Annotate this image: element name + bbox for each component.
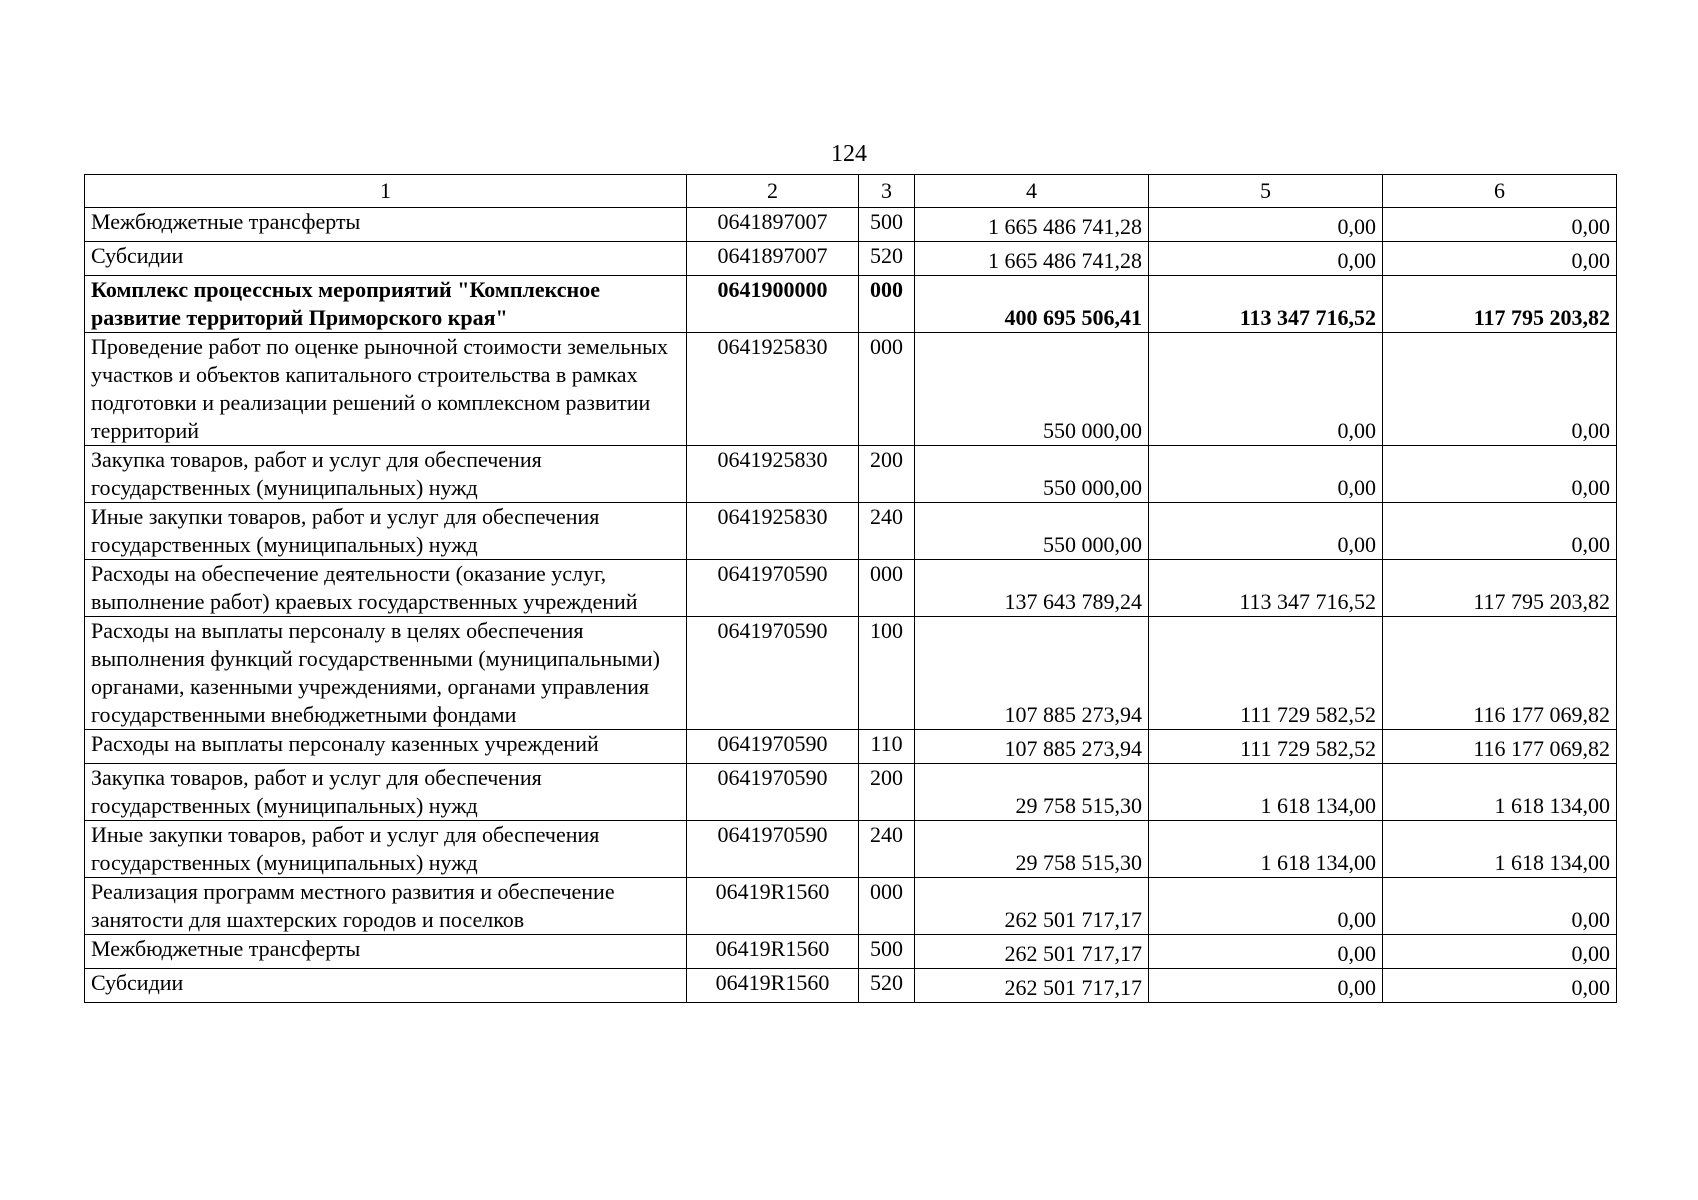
row-value-6: 0,00: [1383, 208, 1617, 242]
row-value-5: 0,00: [1149, 878, 1383, 935]
row-code: 0641897007: [687, 242, 859, 276]
row-value-4: 550 000,00: [915, 446, 1149, 503]
row-value-5: 0,00: [1149, 446, 1383, 503]
row-name: Закупка товаров, работ и услуг для обеспечения государственных (муниципальных) нужд: [85, 446, 687, 503]
row-value-5: 0,00: [1149, 503, 1383, 560]
row-code: 0641900000: [687, 276, 859, 333]
header-cell: 4: [915, 175, 1149, 208]
header-cell: 6: [1383, 175, 1617, 208]
table-row: [85, 730, 1617, 764]
row-code: 06419R1560: [687, 878, 859, 935]
row-name: Расходы на выплаты персоналу в целях обеспечения выполнения функций государственными (муниципальными) органами, казенными учреждениями, органами управления государственными внебюджетными фондами: [85, 617, 687, 730]
row-value-6: 1 618 134,00: [1383, 764, 1617, 821]
row-value-5: 0,00: [1149, 969, 1383, 1003]
row-value-4: 107 885 273,94: [915, 730, 1149, 764]
row-name: Закупка товаров, работ и услуг для обеспечения государственных (муниципальных) нужд: [85, 764, 687, 821]
row-value-4: 262 501 717,17: [915, 935, 1149, 969]
row-code: 0641970590: [687, 560, 859, 617]
table-row: [85, 242, 1617, 276]
row-value-6: 0,00: [1383, 446, 1617, 503]
row-value-6: 0,00: [1383, 969, 1617, 1003]
row-name: Межбюджетные трансферты: [85, 935, 687, 969]
table-row: [85, 617, 1617, 730]
row-value-5: 111 729 582,52: [1149, 730, 1383, 764]
row-type: 200: [859, 764, 915, 821]
row-name: Субсидии: [85, 969, 687, 1003]
row-type: 240: [859, 821, 915, 878]
row-name: Иные закупки товаров, работ и услуг для обеспечения государственных (муниципальных) нужд: [85, 821, 687, 878]
row-type: 520: [859, 969, 915, 1003]
row-value-6: 117 795 203,82: [1383, 560, 1617, 617]
row-code: 06419R1560: [687, 935, 859, 969]
row-type: 100: [859, 617, 915, 730]
row-name: Субсидии: [85, 242, 687, 276]
row-value-6: 0,00: [1383, 878, 1617, 935]
table-row: [85, 333, 1617, 446]
page-number: 124: [831, 141, 867, 167]
row-code: 0641970590: [687, 764, 859, 821]
row-value-6: 116 177 069,82: [1383, 617, 1617, 730]
table-row: [85, 878, 1617, 935]
row-name: Проведение работ по оценке рыночной стоимости земельных участков и объектов капитального строительства в рамках подготовки и реализации решений о комплексном развитии территорий: [85, 333, 687, 446]
row-type: 240: [859, 503, 915, 560]
row-code: 0641970590: [687, 821, 859, 878]
row-code: 0641925830: [687, 446, 859, 503]
table-row: [85, 560, 1617, 617]
row-code: 0641897007: [687, 208, 859, 242]
row-value-5: 0,00: [1149, 242, 1383, 276]
row-type: 520: [859, 242, 915, 276]
row-code: 0641970590: [687, 730, 859, 764]
row-code: 06419R1560: [687, 969, 859, 1003]
row-value-6: 0,00: [1383, 242, 1617, 276]
row-name: Межбюджетные трансферты: [85, 208, 687, 242]
table-row: [85, 969, 1617, 1003]
table-row: [85, 276, 1617, 333]
row-value-6: 117 795 203,82: [1383, 276, 1617, 333]
table-row: [85, 821, 1617, 878]
row-value-6: 1 618 134,00: [1383, 821, 1617, 878]
table-row: [85, 446, 1617, 503]
row-value-5: 113 347 716,52: [1149, 276, 1383, 333]
row-value-4: 137 643 789,24: [915, 560, 1149, 617]
row-value-5: 1 618 134,00: [1149, 821, 1383, 878]
row-type: 500: [859, 208, 915, 242]
row-type: 200: [859, 446, 915, 503]
header-cell: 5: [1149, 175, 1383, 208]
row-value-4: 400 695 506,41: [915, 276, 1149, 333]
row-value-5: 113 347 716,52: [1149, 560, 1383, 617]
row-type: 000: [859, 560, 915, 617]
row-name: Комплекс процессных мероприятий "Комплексное развитие территорий Приморского края": [85, 276, 687, 333]
row-type: 000: [859, 276, 915, 333]
row-name: Расходы на обеспечение деятельности (оказание услуг, выполнение работ) краевых государственных учреждений: [85, 560, 687, 617]
row-type: 110: [859, 730, 915, 764]
table-row: [85, 935, 1617, 969]
row-value-5: 111 729 582,52: [1149, 617, 1383, 730]
row-code: 0641925830: [687, 333, 859, 446]
row-value-4: 29 758 515,30: [915, 764, 1149, 821]
row-type: 500: [859, 935, 915, 969]
row-value-4: 550 000,00: [915, 503, 1149, 560]
row-value-5: 0,00: [1149, 208, 1383, 242]
row-value-5: 0,00: [1149, 333, 1383, 446]
row-value-4: 1 665 486 741,28: [915, 208, 1149, 242]
row-name: Иные закупки товаров, работ и услуг для обеспечения государственных (муниципальных) нужд: [85, 503, 687, 560]
row-value-4: 107 885 273,94: [915, 617, 1149, 730]
row-value-5: 0,00: [1149, 935, 1383, 969]
row-code: 0641925830: [687, 503, 859, 560]
header-cell: 1: [85, 175, 687, 208]
row-name: Расходы на выплаты персоналу казенных учреждений: [85, 730, 687, 764]
row-value-6: 116 177 069,82: [1383, 730, 1617, 764]
budget-table: [84, 174, 1617, 1003]
header-cell: 2: [687, 175, 859, 208]
row-value-4: 550 000,00: [915, 333, 1149, 446]
row-name: Реализация программ местного развития и обеспечение занятости для шахтерских городов и поселков: [85, 878, 687, 935]
row-value-6: 0,00: [1383, 935, 1617, 969]
row-value-6: 0,00: [1383, 503, 1617, 560]
row-value-6: 0,00: [1383, 333, 1617, 446]
row-code: 0641970590: [687, 617, 859, 730]
row-value-4: 1 665 486 741,28: [915, 242, 1149, 276]
row-type: 000: [859, 878, 915, 935]
header-cell: 3: [859, 175, 915, 208]
row-value-4: 29 758 515,30: [915, 821, 1149, 878]
table-row: [85, 764, 1617, 821]
row-value-4: 262 501 717,17: [915, 878, 1149, 935]
table-row: [85, 208, 1617, 242]
row-type: 000: [859, 333, 915, 446]
header-row: [85, 175, 1617, 208]
row-value-4: 262 501 717,17: [915, 969, 1149, 1003]
row-value-5: 1 618 134,00: [1149, 764, 1383, 821]
table-row: [85, 503, 1617, 560]
